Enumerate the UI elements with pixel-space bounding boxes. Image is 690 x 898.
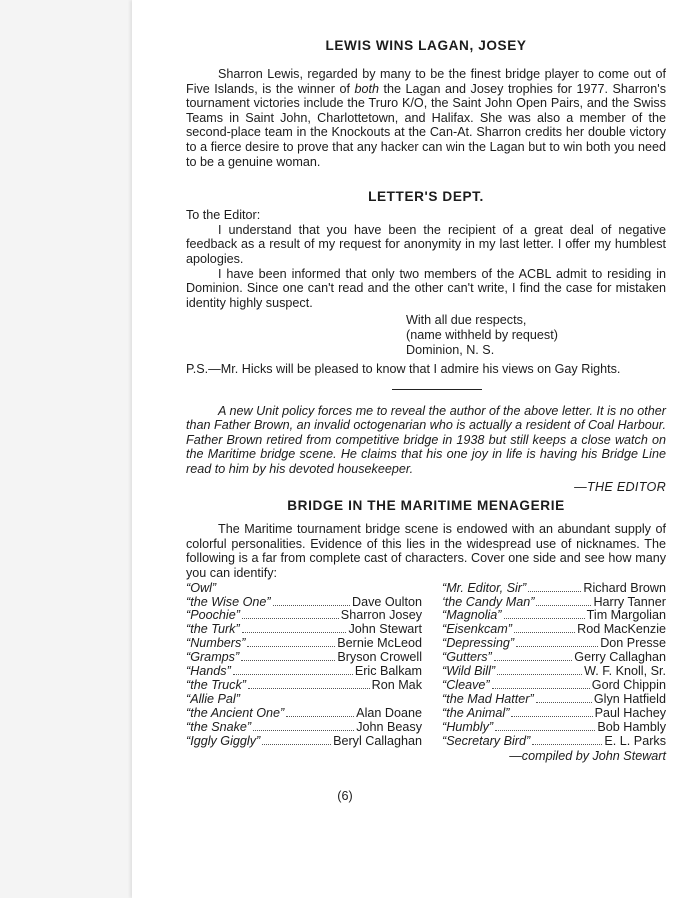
nickname: “Allie Pal” <box>186 691 240 706</box>
player-name: Don Presse <box>600 636 666 651</box>
letters-title: LETTER'S DEPT. <box>368 189 484 205</box>
nickname-row <box>186 735 422 749</box>
editor-signature: —THE EDITOR <box>574 479 666 494</box>
leader-dots <box>247 646 335 647</box>
leader-dots <box>273 605 350 606</box>
nickname-row <box>442 707 666 721</box>
nickname-row <box>186 609 422 623</box>
letter-paragraph-1: I understand that you have been the recipient of a great deal of negative feedback as a result of my request for anonymity in my last letter. I offer my humblest apologies. <box>186 222 666 266</box>
leader-dots <box>528 591 581 592</box>
player-name: Bryson Crowell <box>337 650 422 665</box>
nickname-row <box>186 693 422 707</box>
player-name: Harry Tanner <box>593 594 666 609</box>
leader-dots <box>241 660 335 661</box>
leader-dots <box>536 702 592 703</box>
player-name: Ron Mak <box>371 677 422 692</box>
leader-dots <box>253 730 354 731</box>
nickname: “Gutters” <box>442 650 492 665</box>
section-divider <box>392 389 482 390</box>
nickname: “Hands” <box>186 664 231 679</box>
nickname: “Humbly” <box>442 719 494 734</box>
nickname-row <box>442 651 666 665</box>
player-name: Eric Balkam <box>354 664 422 679</box>
nickname-row <box>186 582 422 596</box>
nickname: “Eisenkcam” <box>442 622 512 637</box>
player-name: Bob Hambly <box>597 719 666 734</box>
page-number: (6) <box>337 789 353 803</box>
nickname-row <box>186 596 422 610</box>
menagerie-title: BRIDGE IN THE MARITIME MENAGERIE <box>287 498 565 514</box>
nickname: “Secretary Bird” <box>442 733 531 748</box>
player-name: Tim Margolian <box>586 608 666 623</box>
nickname: “the Mad Hatter” <box>442 691 534 706</box>
leader-dots <box>495 730 595 731</box>
nickname-row <box>186 637 422 651</box>
nickname: ‘the Candy Man” <box>442 594 535 609</box>
leader-dots <box>494 660 573 661</box>
player-name: Glyn Hatfield <box>593 691 666 706</box>
leader-dots <box>532 744 602 745</box>
leader-dots <box>492 688 590 689</box>
nickname-row <box>186 665 422 679</box>
letter-signature <box>406 313 666 357</box>
page-content <box>186 38 666 763</box>
nickname-row <box>442 596 666 610</box>
nickname-row <box>442 623 666 637</box>
player-name: Gerry Callaghan <box>574 650 666 665</box>
nickname-list <box>186 582 666 749</box>
nickname: “the Turk” <box>186 622 240 637</box>
nickname-row <box>442 637 666 651</box>
leader-dots <box>286 716 354 717</box>
nickname-row <box>442 735 666 749</box>
player-name: Beryl Callaghan <box>333 733 422 748</box>
leader-dots <box>504 618 585 619</box>
nickname-row <box>442 721 666 735</box>
menagerie-intro: The Maritime tournament bridge scene is endowed with an abundant supply of colorful personalities. Evidence of this lies in the widespread use of nicknames. The following is a far from complete cast of characters. Cover one side and see how many you can identify: <box>186 522 666 581</box>
nickname: “Magnolia” <box>442 608 502 623</box>
nickname: “Gramps” <box>186 650 240 665</box>
letter-postscript: P.S.—Mr. Hicks will be pleased to know that I admire his views on Gay Rights. <box>186 362 621 377</box>
letter-salutation: To the Editor: <box>186 208 261 223</box>
letter-paragraph-2: I have been informed that only two members of the ACBL admit to residing in Dominion. Since one can't read and the other can't write, I find the case for mistaken identity highly suspect. <box>186 266 666 310</box>
nickname: “the Snake” <box>186 719 252 734</box>
editor-note: A new Unit policy forces me to reveal the author of the above letter. It is no other than Father Brown, an invalid octogenarian who is actually a resident of Coal Harbour. Father Brown retired from competitive bridge in 1938 but still keeps a close watch on the Maritime bridge scene. He claims that his one joy in life is having his Bridge Line read to him by his devoted housekeeper. <box>186 403 666 477</box>
nickname-row <box>186 651 422 665</box>
player-name: Dave Oulton <box>351 594 422 609</box>
leader-dots <box>242 618 339 619</box>
nickname-row <box>442 693 666 707</box>
nickname-row <box>186 679 422 693</box>
article-body-part2: the Lagan and Josey trophies for 1977. Sharron's tournament victories include the Truro K/O, the Saint John Open Pairs, and the Swiss Teams in Saint John, Charlottetown, and Halifax. She was also a member of the second-place team in the Knockouts at the Can-At. Sharron credits her double victory to a fierce desire to prove that any hacker can win the Lagan but to win both you need to be a genuine woman. <box>186 81 666 169</box>
nickname: “Iggly Giggly” <box>186 733 261 748</box>
player-name: Gord Chippin <box>591 677 666 692</box>
article-title: LEWIS WINS LAGAN, JOSEY <box>325 38 527 53</box>
leader-dots <box>497 674 582 675</box>
nickname-row <box>442 582 666 596</box>
nickname: “the Animal” <box>442 705 510 720</box>
leader-dots <box>242 632 347 633</box>
leader-dots <box>248 688 370 689</box>
leader-dots <box>511 716 592 717</box>
player-name: Paul Hachey <box>594 705 666 720</box>
nickname-row <box>442 609 666 623</box>
nickname-row <box>186 707 422 721</box>
player-name: John Stewart <box>348 622 422 637</box>
nickname-row <box>186 721 422 735</box>
signature-line-3: Dominion, N. S. <box>406 342 495 357</box>
nickname: “Numbers” <box>186 636 246 651</box>
player-name: W. F. Knoll, Sr. <box>584 664 666 679</box>
nickname: “the Ancient One” <box>186 705 285 720</box>
player-name: E. L. Parks <box>604 733 666 748</box>
nickname-column-left <box>186 582 422 749</box>
nickname: “the Wise One” <box>186 594 271 609</box>
article-body <box>186 67 666 169</box>
signature-line-1: With all due respects, <box>406 313 527 328</box>
article-body-emphasis: both <box>354 81 379 96</box>
nickname: “Poochie” <box>186 608 240 623</box>
nickname-row <box>186 623 422 637</box>
player-name: Sharron Josey <box>340 608 422 623</box>
leader-dots <box>233 674 353 675</box>
nickname: “Depressing” <box>442 636 515 651</box>
leader-dots <box>262 744 331 745</box>
article-body-part1: Sharron Lewis, regarded by many to be the finest bridge player to come out of Five Islands, is the winner of <box>186 67 666 96</box>
nickname: “Owl” <box>186 580 217 595</box>
player-name: Richard Brown <box>583 580 666 595</box>
nickname-row <box>442 679 666 693</box>
compiled-by: —compiled by John Stewart <box>509 748 666 763</box>
nickname: “the Truck” <box>186 677 246 692</box>
player-name: John Beasy <box>356 719 422 734</box>
leader-dots <box>536 605 591 606</box>
nickname-column-right <box>442 582 666 749</box>
leader-dots <box>516 646 598 647</box>
signature-line-2: (name withheld by request) <box>406 327 558 342</box>
nickname: “Wild Bill” <box>442 664 496 679</box>
nickname-row <box>442 665 666 679</box>
leader-dots <box>514 632 575 633</box>
player-name: Alan Doane <box>356 705 422 720</box>
player-name: Bernie McLeod <box>337 636 422 651</box>
nickname: “Mr. Editor, Sir” <box>442 580 527 595</box>
nickname: “Cleave” <box>442 677 490 692</box>
player-name: Rod MacKenzie <box>577 622 666 637</box>
